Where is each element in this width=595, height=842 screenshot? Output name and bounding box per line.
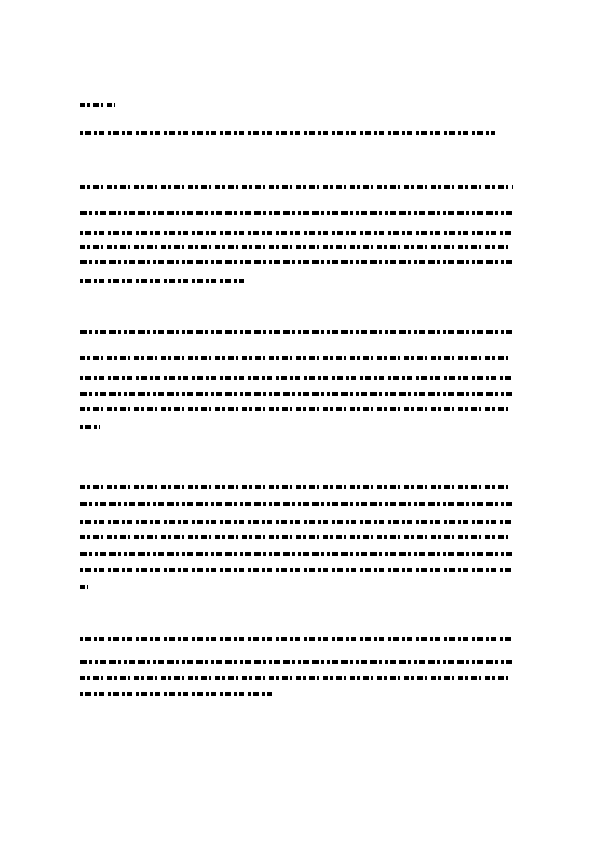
document-subtitle xyxy=(80,131,495,136)
paragraph-line xyxy=(80,185,513,190)
document-heading xyxy=(80,103,115,108)
paragraph-line xyxy=(80,425,100,430)
paragraph-line xyxy=(80,585,88,590)
paragraph-line xyxy=(80,407,512,412)
paragraph-line xyxy=(80,330,512,335)
paragraph-line xyxy=(80,260,512,265)
paragraph-line xyxy=(80,392,512,397)
paragraph-line xyxy=(80,676,512,681)
paragraph-line xyxy=(80,231,512,236)
paragraph-line xyxy=(80,376,512,381)
paragraph-line xyxy=(80,502,512,507)
paragraph-line xyxy=(80,279,245,284)
paragraph-line xyxy=(80,692,276,697)
paragraph-line xyxy=(80,520,512,525)
paragraph-line xyxy=(80,552,512,557)
paragraph-line xyxy=(80,211,512,216)
paragraph-line xyxy=(80,356,512,361)
paragraph-line xyxy=(80,660,512,665)
paragraph-line xyxy=(80,637,512,642)
paragraph-line xyxy=(80,568,512,573)
paragraph-line xyxy=(80,485,512,490)
paragraph-line xyxy=(80,245,512,250)
paragraph-line xyxy=(80,535,512,540)
